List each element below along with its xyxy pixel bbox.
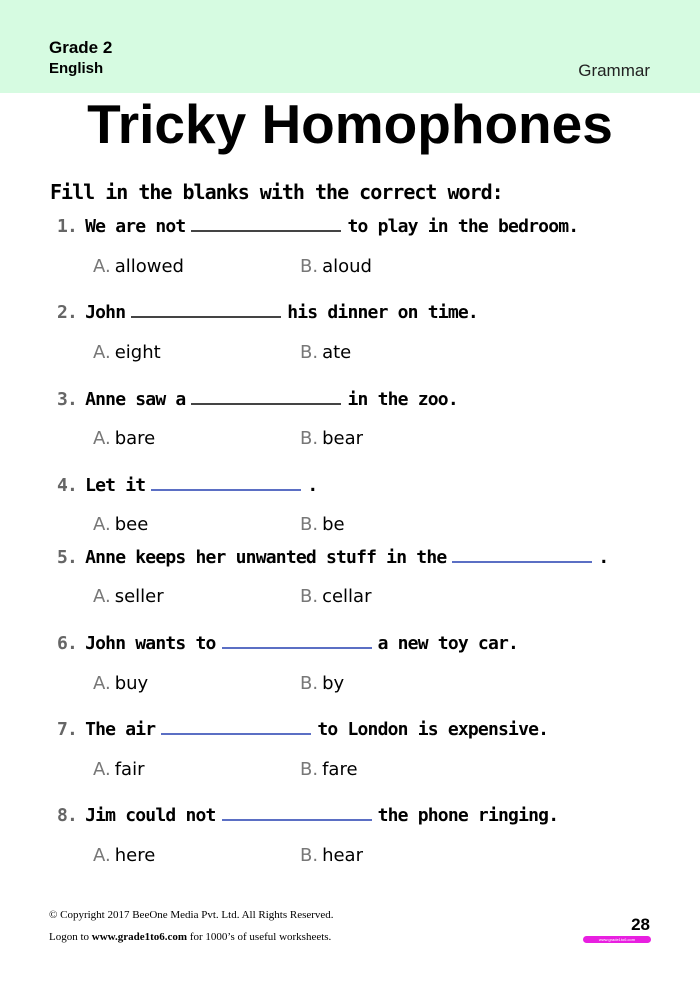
option-b[interactable]: B. be: [300, 514, 345, 535]
option-b[interactable]: B. hear: [300, 845, 363, 866]
logon-notice: Logon to www.grade1to6.com for 1000’s of useful worksheets.: [49, 931, 332, 943]
answer-blank[interactable]: [191, 216, 341, 232]
option-a[interactable]: A. buy: [93, 673, 149, 694]
answer-blank[interactable]: [191, 389, 341, 405]
answer-blank[interactable]: [222, 633, 372, 649]
question-3: 3. Anne saw a in the zoo.: [57, 389, 458, 410]
question-2: 2. John his dinner on time.: [57, 302, 478, 323]
site-badge: www.grade1to6.com: [583, 936, 651, 943]
answer-blank[interactable]: [222, 805, 372, 821]
option-a[interactable]: A. bare: [93, 428, 156, 449]
instructions: Fill in the blanks with the correct word:: [50, 180, 503, 204]
question-4: 4. Let it .: [57, 475, 318, 496]
option-a[interactable]: A. eight: [93, 342, 161, 363]
option-a[interactable]: A. allowed: [93, 256, 184, 277]
question-6: 6. John wants to a new toy car.: [57, 633, 519, 654]
header-banner: [0, 0, 700, 93]
copyright-notice: © Copyright 2017 BeeOne Media Pvt. Ltd. All Rights Reserved.: [49, 909, 334, 921]
option-b[interactable]: B. by: [300, 673, 345, 694]
option-a[interactable]: A. here: [93, 845, 156, 866]
question-1: 1. We are not to play in the bedroom.: [57, 216, 579, 237]
answer-blank[interactable]: [131, 302, 281, 318]
option-b[interactable]: B. aloud: [300, 256, 372, 277]
option-b[interactable]: B. ate: [300, 342, 352, 363]
option-a[interactable]: A. seller: [93, 586, 164, 607]
site-link[interactable]: www.grade1to6.com: [91, 931, 188, 943]
option-b[interactable]: B. cellar: [300, 586, 372, 607]
question-7: 7. The air to London is expensive.: [57, 719, 549, 740]
option-a[interactable]: A. bee: [93, 514, 149, 535]
option-b[interactable]: B. bear: [300, 428, 364, 449]
answer-blank[interactable]: [161, 719, 311, 735]
topic-label: Grammar: [578, 61, 650, 80]
grade-label: Grade 2: [49, 38, 113, 57]
answer-blank[interactable]: [151, 475, 301, 491]
question-8: 8. Jim could not the phone ringing.: [57, 805, 559, 826]
page-number: 28: [631, 915, 650, 934]
option-a[interactable]: A. fair: [93, 759, 145, 780]
answer-blank[interactable]: [452, 547, 592, 563]
question-5: 5. Anne keeps her unwanted stuff in the .: [57, 547, 609, 568]
page-title: Tricky Homophones: [87, 93, 613, 155]
option-b[interactable]: B. fare: [300, 759, 358, 780]
subject-label: English: [49, 60, 104, 77]
